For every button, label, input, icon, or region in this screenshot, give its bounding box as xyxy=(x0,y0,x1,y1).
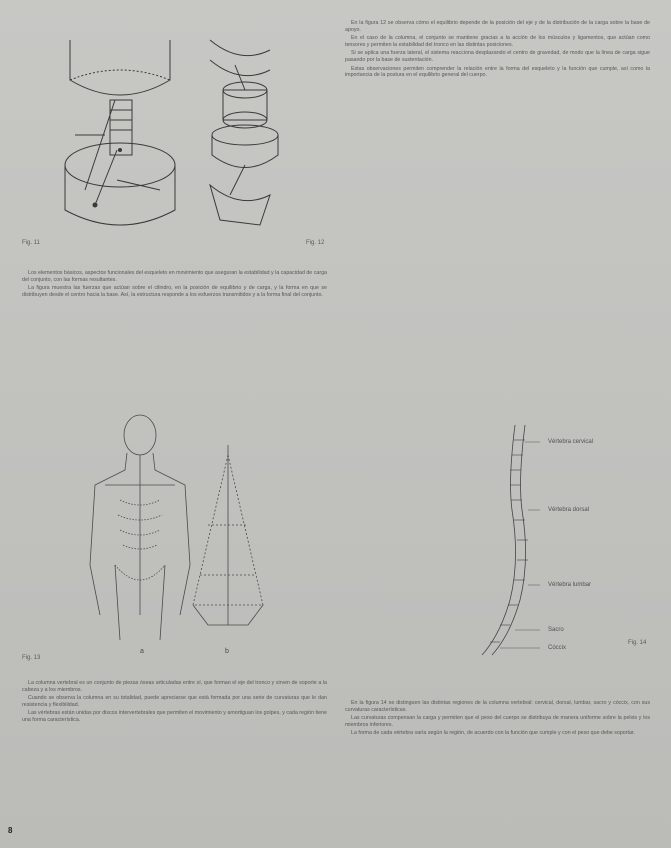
paragraph: Si se aplica una fuerza lateral, el sistema reacciona desplazando el centro de gravedad, de modo que la línea de carga sigue pasando por la base de sustentación. xyxy=(345,50,650,63)
paragraph: Las curvaturas compensan la carga y permiten que el peso del cuerpo se distribuya de manera uniforme sobre la pelvis y los miembros inferiores. xyxy=(345,715,650,728)
figure-3-label-a: a xyxy=(140,648,144,655)
right-column-bottom-text xyxy=(345,700,650,739)
paragraph: Los elementos básicos, aspectos funcionales del esqueleto en movimiento que aseguran la estabilidad y la capacidad de carga del conjunto, con las formas resultantes. xyxy=(22,270,327,283)
paragraph: La forma de cada vértebra varía según la región, de acuerdo con la función que cumple y con el peso que debe soportar. xyxy=(351,730,635,737)
paragraph: La figura muestra las fuerzas que actúan sobre el cilindro, en la posición de equilibrio y de carga, y la forma en que se distribuyen desde el centro hacia la base. Así, la estructura responde a los esfuerzos transmitidos y a la forma final del conjunto. xyxy=(22,285,327,298)
figure-4-caption: Fig. 14 xyxy=(628,640,647,646)
figure-3-label-b: b xyxy=(225,648,229,655)
spine-label-lumbar: Vértebra lumbar xyxy=(548,582,592,588)
paragraph: En la figura 12 se observa cómo el equilibrio depende de la posición del eje y de la distribución de la carga sobre la base de apoyo. xyxy=(345,20,650,33)
page-number: 8 xyxy=(8,826,13,835)
spine-label-dorsal: Vértebra dorsal xyxy=(548,507,590,513)
paragraph: Estas observaciones permiten comprender la relación entre la forma del esqueleto y la función que cumple, así como la importancia de la postura en el equilibrio general del cuerpo. xyxy=(345,65,650,79)
paragraph: En el caso de la columna, el conjunto se mantiene gracias a la acción de los músculos y ligamentos, que actúan como tensores y permiten la estabilidad del tronco en las distintas posiciones. xyxy=(345,35,650,48)
figure-2-caption: Fig. 12 xyxy=(306,240,325,246)
spine-label-coccix: Cóccix xyxy=(548,645,567,651)
figure-spine-diagram xyxy=(470,420,540,660)
paragraph: Las vértebras están unidas por discos intervertebrales que permiten el movimiento y amortiguan los golpes, y cada región tiene una forma característica. xyxy=(22,710,327,723)
figure-3-caption: Fig. 13 xyxy=(22,655,41,661)
left-column-top-text xyxy=(22,270,327,300)
paragraph: En la figura 14 se distinguen las distintas regiones de la columna vertebral: cervical, dorsal, lumbar, sacro y cóccix, con sus curvaturas características. xyxy=(345,700,650,713)
paragraph: Cuando se observa la columna en su totalidad, puede apreciarse que está formada por una serie de curvaturas que le dan resistencia y flexibilidad. xyxy=(22,695,327,708)
figure-triangle-diagram xyxy=(188,445,268,635)
figure-stacked-cylinders xyxy=(200,35,290,235)
paragraph: La columna vertebral es un conjunto de piezas óseas articuladas entre sí, que forman el eje del tronco y sirven de soporte a la cabeza y a los miembros. xyxy=(22,680,327,693)
figure-1-caption: Fig. 11 xyxy=(22,240,40,246)
spine-label-cervical: Vértebra cervical xyxy=(548,439,594,445)
figure-cylinder-diagram xyxy=(55,40,185,240)
figure-human-skeleton xyxy=(85,415,195,645)
spine-label-sacro: Sacro xyxy=(548,627,564,633)
left-column-bottom-text xyxy=(22,680,327,726)
right-column-top-text xyxy=(345,20,650,81)
